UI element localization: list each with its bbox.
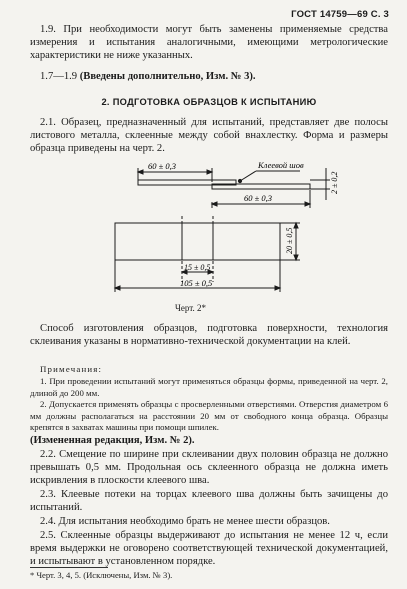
arrow-left-icon [115,286,120,290]
dim-total-label: 105 ± 0,5 [180,278,213,288]
notes-title [30,364,388,376]
paragraph-1-7-1-9 [30,70,388,83]
footnote: * Черт. 3, 4, 5. (Исключены, Изм. № 3). [30,570,173,580]
dim-top-label: 60 ± 0,3 [148,161,177,171]
paragraph-1-9 [30,23,388,63]
arrow-right-icon [305,202,310,206]
notes-title-text: Примечания: [40,364,103,374]
paragraph-method-text: Способ изготовления образцов, подготовка поверхности, технология склеивания указаны в нормативно-технической документации на клей. [30,323,388,348]
note-1-text: 1. При проведении испытаний могут применяться образцы формы, приведенной на черт. 2, длиной до 200 мм. [30,376,388,398]
arrow-right-icon [275,286,280,290]
paragraph-2-5-text: 2.5. Склеенные образцы выдерживают до испытания не менее 12 ч, если время выдержки не оговорено соответствующей технической документацией, и испытывают в установленном порядке. [30,530,388,568]
page-header: ГОСТ 14759—69 С. 3 [291,9,389,20]
clause-range: 1.7—1.9 [40,71,78,82]
note-2 [30,399,388,434]
paragraph-2-2-text: 2.2. Смещение по ширине при склеивании двух половин образца не должно превышать 0,5 мм. Продольная ось склеенного образца не должна иметь искривления в плоскости клеевого шва. [30,449,388,487]
note-1 [30,376,388,399]
seam-leader [240,171,256,181]
paragraph-1-9-text: 1.9. При необходимости могут быть заменены применяемые средства измерения и испытания аналогичными, имеющими метрологические характеристики не ниже указанных. [30,24,388,62]
strip-right [182,223,280,260]
paragraph-2-4 [30,515,388,528]
dim-thickness-label: 2 ± 0,2 [330,171,339,194]
paragraph-2-3 [30,488,388,514]
seam-label: Клеевой шов [258,160,304,170]
paragraph-2-4-text: 2.4. Для испытания необходимо брать не менее шести образцов. [40,516,330,527]
arrow-left-icon [212,202,217,206]
paragraph-method [30,322,388,348]
side-view [138,168,330,208]
dim-overlap-label: 15 ± 0,5 [184,263,211,272]
amendment-2 [30,434,388,447]
paragraph-2-3-text: 2.3. Клеевые потеки на торцах клеевого шва должны быть зачищены до испытаний. [30,489,388,514]
paragraph-2-2 [30,448,388,488]
footnote-rule [30,567,108,568]
amendment-note: (Введены дополнительно, Изм. № 3). [79,71,256,82]
strip-left [115,223,213,260]
specimen-drawing [0,150,407,310]
figure-caption: Черт. 2* [175,303,206,313]
arrow-left-icon [138,170,143,174]
amendment-2-text: (Измененная редакция, Изм. № 2). [30,435,195,446]
arrow-up-icon [294,223,298,228]
paragraph-2-5 [30,529,388,569]
dim-mid-label: 60 ± 0,3 [244,193,273,203]
section-heading: 2. ПОДГОТОВКА ОБРАЗЦОВ К ИСПЫТАНИЮ [101,97,317,107]
paragraph-2-1-text: 2.1. Образец, предназначенный для испытаний, представляет две полосы листового металла, склеенные между собой внахлестку. Форма и размеры образца приведены на черт. 2. [30,117,388,155]
arrow-right-icon [207,170,212,174]
arrow-down-icon [294,255,298,260]
note-2-text: 2. Допускается применять образцы с просверленными отверстиями. Отверстия диаметром 6 мм должны располагаться на расстоянии 20 мм от свободного конца образца. Образцы крепятся в захватах машины при помощи шпилек. [30,399,388,432]
dim-width-label: 20 ± 0,5 [285,227,294,254]
